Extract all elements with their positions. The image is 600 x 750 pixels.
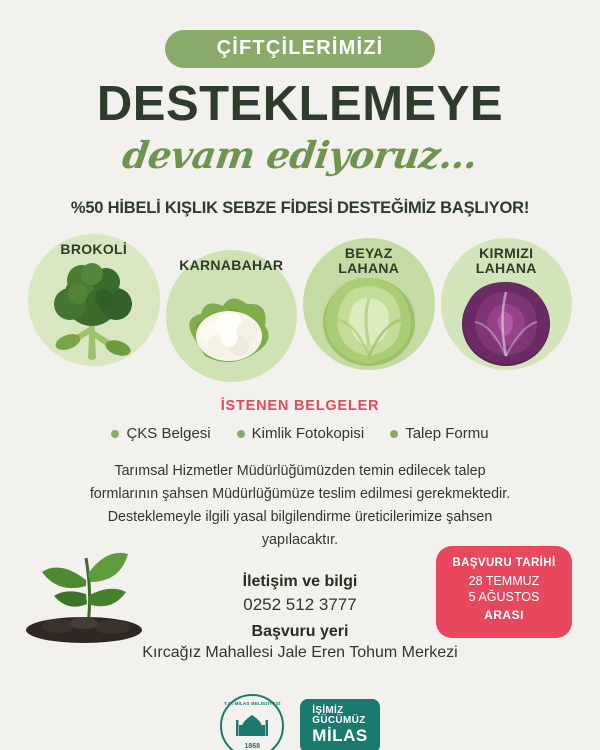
date-badge-between: ARASI <box>484 608 524 622</box>
brand-line-1: İŞİMİZ <box>312 704 344 716</box>
seal-top-text: T.C. MİLAS BELEDİYESİ <box>224 701 281 706</box>
broccoli-icon <box>34 254 154 366</box>
seedling-illustration <box>14 538 164 648</box>
page-subtitle-script: devam ediyoruz... <box>119 133 481 177</box>
date-badge-start: 28 TEMMUZ <box>468 574 540 588</box>
brand-line-2: GÜCÜMÜZ <box>312 715 366 727</box>
vegetable-list <box>0 234 600 382</box>
mosque-icon <box>235 713 269 739</box>
bullet-icon <box>390 430 398 438</box>
vegetable-label-line2: LAHANA <box>338 259 400 276</box>
vegetable-label <box>441 246 573 275</box>
cauliflower-icon <box>171 278 291 382</box>
vegetable-item-broccoli <box>28 234 160 366</box>
vegetable-item-cauliflower <box>166 250 298 382</box>
list-item <box>237 425 365 442</box>
footer <box>0 694 600 750</box>
campaign-subtitle: %50 HİBELİ KIŞLIK SEBZE FİDESİ DESTEĞİMİZ BAŞLIYOR! <box>70 199 530 217</box>
brand-logo <box>300 699 379 750</box>
category-pill <box>165 30 435 68</box>
vegetable-label-line2: LAHANA <box>475 259 537 276</box>
poster <box>0 30 600 750</box>
document-label: ÇKS Belgesi <box>126 425 211 442</box>
seal-year: 1868 <box>244 743 261 750</box>
info-paragraph: Tarımsal Hizmetler Müdürlüğümüzden temin edilecek talep formlarının şahsen Müdürlüğümüze teslim edilmesi gerekmektedir. Desteklemeyle ilgili yasal bilgilendirme üreticilerimize şahsen yapılacaktır. <box>89 463 511 549</box>
list-item <box>111 425 210 442</box>
documents-list <box>0 425 600 442</box>
document-label: Kimlik Fotokopisi <box>251 425 365 442</box>
red-cabbage-icon <box>445 259 567 370</box>
vegetable-label: KARNABAHAR <box>179 257 284 273</box>
pill-label: ÇİFTÇİLERİMİZİ <box>216 37 384 59</box>
vegetable-label: BROKOLİ <box>60 241 128 257</box>
application-date-badge <box>436 546 572 638</box>
application-place-heading: Başvuru yeri <box>251 622 349 640</box>
white-cabbage-icon <box>307 259 431 370</box>
date-badge-title: BAŞVURU TARİHİ <box>452 557 556 569</box>
vegetable-label <box>303 246 435 275</box>
vegetable-label-line1: BEYAZ <box>344 245 393 261</box>
contact-phone: 0252 512 3777 <box>243 594 357 614</box>
documents-title: İSTENEN BELGELER <box>220 398 380 414</box>
list-item <box>390 425 488 442</box>
application-place-value: Kırcağız Mahallesi Jale Eren Tohum Merkezi <box>142 643 458 661</box>
bullet-icon <box>111 430 119 438</box>
vegetable-item-white-cabbage <box>303 238 435 370</box>
date-badge-end: 5 AĞUSTOS <box>468 590 540 604</box>
vegetable-label-line1: KIRMIZI <box>479 245 534 261</box>
page-title: DESTEKLEMEYE <box>96 77 504 131</box>
document-label: Talep Formu <box>405 425 489 442</box>
vegetable-item-red-cabbage <box>441 238 573 370</box>
brand-line-3: MİLAS <box>312 726 368 746</box>
bullet-icon <box>237 430 245 438</box>
contact-heading: İletişim ve bilgi <box>242 572 358 590</box>
municipality-seal <box>220 694 284 750</box>
